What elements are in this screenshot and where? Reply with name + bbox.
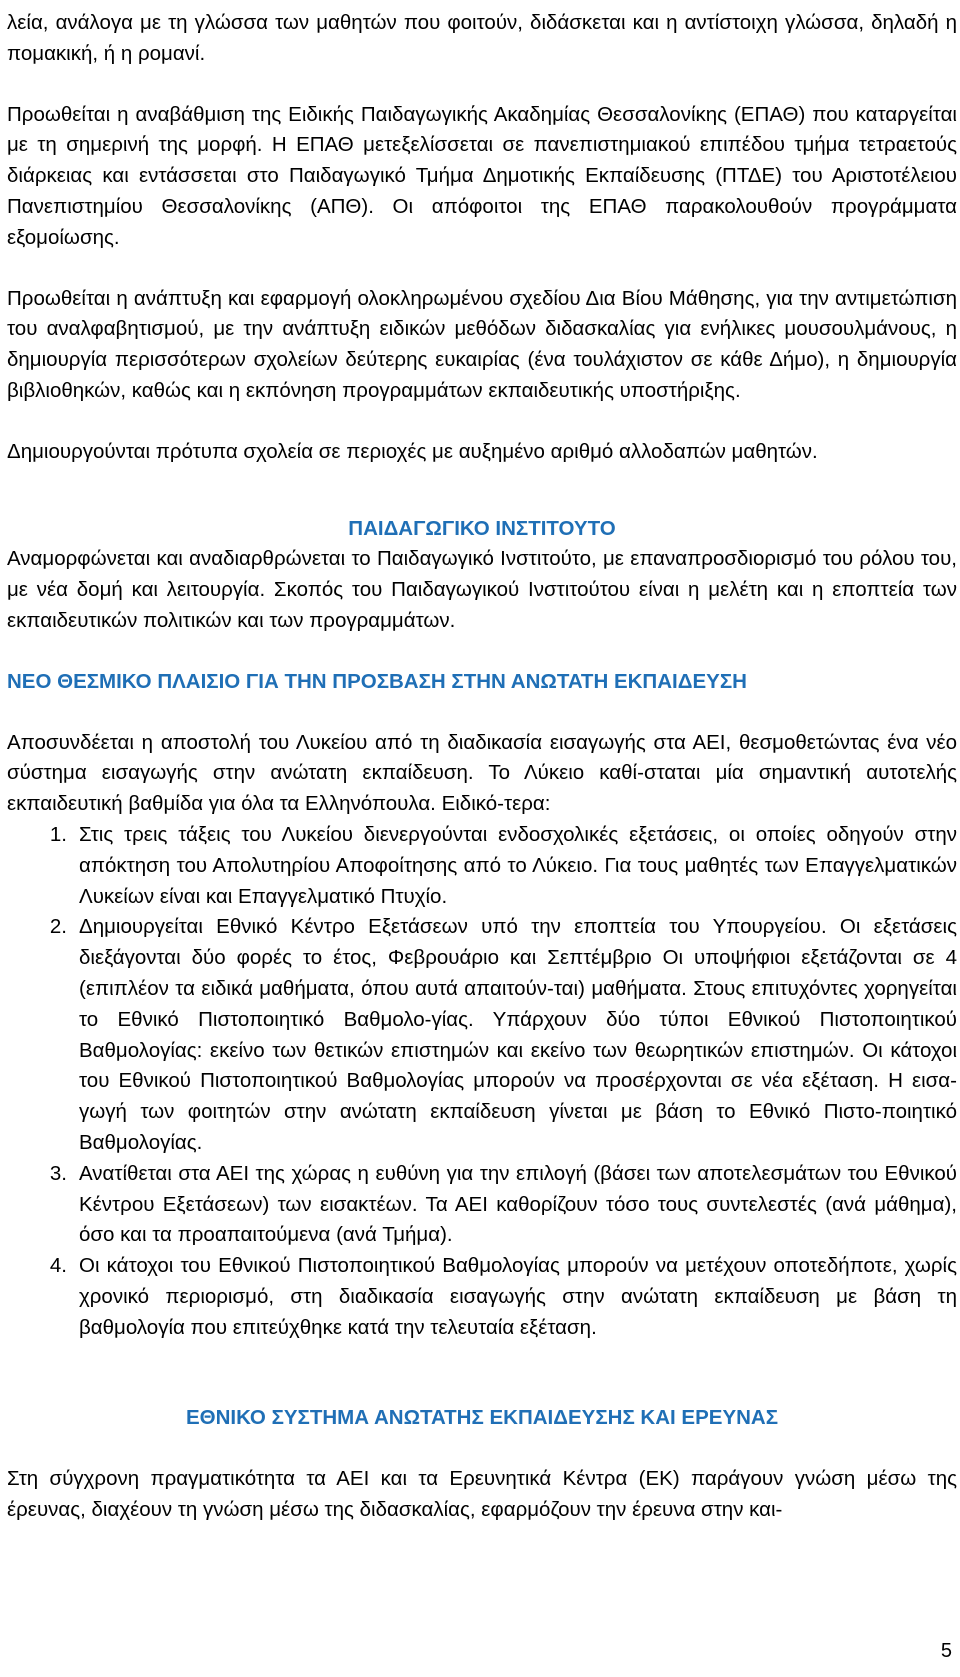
list-item-text: Ανατίθεται στα ΑΕΙ της χώρας η ευθύνη για την επιλογή (βάσει των αποτελεσμάτων του Εθνικού Κέντρου Εξετάσεων) των εισακτέων. Τα ΑΕΙ καθορίζουν τόσο τους συντελεστές (ανά μάθημα), όσο και τα προαπαιτούμενα (ανά Τμήμα).	[79, 1161, 957, 1247]
paragraph-language: λεία, ανάλογα με τη γλώσσα των μαθητών που φοιτούν, διδάσκεται και η αντίστοιχη γλώσσα, δηλαδή η πομακική, ή η ρομανί.	[7, 11, 957, 65]
page-content	[7, 8, 957, 1526]
list-item	[7, 1251, 957, 1343]
heading-pedagogical-institute: ΠΑΙΔΑΓΩΓΙΚΟ ΙΝΣΤΙΤΟΥΤΟ	[348, 516, 616, 540]
paragraph-national-system: Στη σύγχρονη πραγματικότητα τα ΑΕΙ και τα Ερευνητικά Κέντρα (ΕΚ) παράγουν γνώση μέσω της έρευνας, διαχέουν τη γνώση μέσω της διδασκαλίας, εφαρμόζουν την έρευνα στην και-	[7, 1467, 957, 1522]
list-item-text: Στις τρεις τάξεις του Λυκείου διενεργούνται ενδοσχολικές εξετάσεις, οι οποίες οδηγούν στην απόκτηση του Απολυτηρίου Αποφοίτησης από το Λύκειο. Για τους μαθητές των Επαγγελματικών Λυκείων είναι και Επαγγελματικό Πτυχίο.	[79, 822, 957, 908]
heading-access-framework: ΝΕΟ ΘΕΣΜΙΚΟ ΠΛΑΙΣΙΟ ΓΙΑ ΤΗΝ ΠΡΟΣΒΑΣΗ ΣΤΗΝ ΑΝΩΤΑΤΗ ΕΚΠΑΙΔΕΥΣΗ	[7, 669, 747, 693]
list-item-text: Δημιουργείται Εθνικό Κέντρο Εξετάσεων υπό την εποπτεία του Υπουργείου. Οι εξετάσεις διεξάγονται δύο φορές το έτος, Φεβρουάριο και Σεπτέμβριο Οι υποψήφιοι εξετάζονται σε 4 (επιπλέον τα ειδικά μαθήματα, όπου αυτά απαιτούν-ται) μαθήματα. Στους επιτυχόντες χορηγείται το Εθνικό Πιστοποιητικό Βαθμολο-γίας. Υπάρχουν δύο τύποι Εθνικού Πιστοποιητικού Βαθμολογίας: εκείνο των θετικών επιστημών και εκείνο των θεωρητικών επιστημών. Οι κάτοχοι του Εθνικού Πιστοποιητικού Βαθμολογίας μπορούν να προσέρχονται σε νέα εξέταση. Η εισα-γωγή των φοιτητών στην ανώτατη εκπαίδευση γίνεται με βάση το Εθνικό Πιστο-ποιητικό Βαθμολογίας.	[79, 915, 957, 1154]
list-item-number: 3.	[49, 1161, 67, 1185]
heading-national-system: ΕΘΝΙΚΟ ΣΥΣΤΗΜΑ ΑΝΩΤΑΤΗΣ ΕΚΠΑΙΔΕΥΣΗΣ ΚΑΙ ΕΡΕΥΝΑΣ	[185, 1406, 779, 1430]
paragraph-access-intro: Αποσυνδέεται η αποστολή του Λυκείου από τη διαδικασία εισαγωγής στα ΑΕΙ, θεσμοθετώντας ένα νέο σύστημα εισαγωγής στην ανώτατη εκπαίδευση. Το Λύκειο καθί-σταται μία σημαντική αυτοτελής εκπαιδευτική βαθμίδα για όλα τα Ελληνόπουλα. Ειδικό-τερα:	[7, 730, 957, 816]
access-numbered-list	[7, 820, 957, 1344]
list-item-number: 4.	[49, 1254, 67, 1278]
list-item	[7, 820, 957, 912]
page-number: 5	[940, 1640, 952, 1662]
paragraph-epath: Προωθείται η αναβάθμιση της Ειδικής Παιδαγωγικής Ακαδημίας Θεσσαλονίκης (ΕΠΑΘ) που καταργείται με τη σημερινή της μορφή. Η ΕΠΑΘ μετεξελίσσεται σε πανεπιστημιακού επιπέδου τμήμα τετραετούς διάρκειας και εντάσσεται στο Παιδαγωγικό Τμήμα Δημοτικής Εκπαίδευσης (ΠΤΔΕ) του Αριστοτέλειου Πανεπιστημίου Θεσσαλονίκης (ΑΠΘ). Οι απόφοιτοι της ΕΠΑΘ παρακολουθούν προγράμματα εξομοίωσης.	[7, 102, 957, 249]
paragraph-pedagogical-institute: Αναμορφώνεται και αναδιαρθρώνεται το Παιδαγωγικό Ινστιτούτο, με επαναπροσδιορισμό του ρόλου του, με νέα δομή και λειτουργία. Σκοπός του Παιδαγωγικού Ινστιτούτου είναι η μελέτη και η εποπτεία των εκπαιδευτικών πολιτικών και των προγραμμάτων.	[7, 547, 957, 632]
paragraph-lifelong-learning: Προωθείται η ανάπτυξη και εφαρμογή ολοκληρωμένου σχεδίου Δια Βίου Μάθησης, για την αντιμετώπιση του αναλφαβητισμού, με την ανάπτυξη ειδικών μεθόδων διδασκαλίας για ενήλικες μουσουλμάνους, η δημιουργία περισσότερων σχολείων δεύτερης ευκαιρίας (ένα τουλάχιστον σε κάθε Δήμο), η δημιουργία βιβλιοθηκών, καθώς και η εκπόνηση προγραμμάτων εκπαιδευτικής υποστήριξης.	[7, 286, 957, 402]
list-item	[7, 1159, 957, 1251]
list-item-number: 2.	[49, 915, 67, 939]
list-item	[7, 912, 957, 1158]
list-item-number: 1.	[49, 822, 67, 846]
list-item-text: Οι κάτοχοι του Εθνικού Πιστοποιητικού Βαθμολογίας μπορούν να μετέχουν οποτεδήποτε, χωρίς χρονικό περιορισμό, στη διαδικασία εισαγωγής στην ανώτατη εκπαίδευση με βάση τη βαθμολογία που επιτεύχθηκε κατά την τελευταία εξέταση.	[79, 1254, 957, 1339]
paragraph-model-schools: Δημιουργούνται πρότυπα σχολεία σε περιοχές με αυξημένο αριθμό αλλοδαπών μαθητών.	[7, 439, 818, 463]
